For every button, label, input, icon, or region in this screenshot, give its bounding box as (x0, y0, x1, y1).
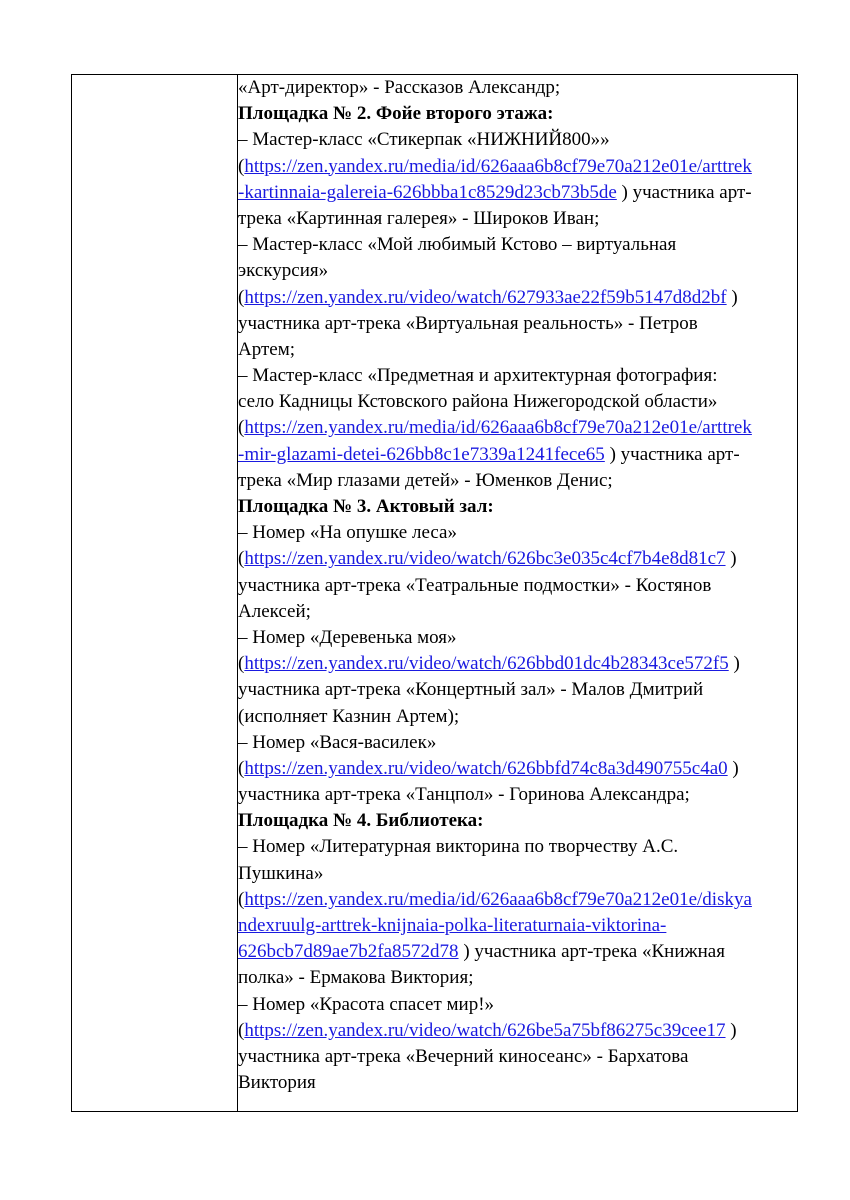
line-text: ( (238, 653, 245, 675)
hyperlink[interactable]: https://zen.yandex.ru/media/id/626aaa6b8cf79e70a212e01e/diskya (244, 888, 752, 910)
text-line: – Номер «Деревенька моя» (238, 626, 457, 648)
section-heading: Площадка № 3. Актовый зал: (238, 496, 494, 517)
hyperlink[interactable]: -kartinnaia-galereia-626bbba1c8529d23cb73b5de (238, 181, 617, 203)
link-line (238, 887, 797, 913)
link-line (238, 756, 797, 782)
link-line (238, 1018, 797, 1044)
section-heading: Площадка № 4. Библиотека: (238, 810, 484, 832)
line-text: ) (728, 653, 740, 675)
text-line: – Мастер-класс «Мой любимый Кстово – виртуальная (238, 234, 677, 256)
hyperlink[interactable]: https://zen.yandex.ru/video/watch/627933ae22f59b5147d8d2bf (244, 286, 727, 308)
text-line: участника арт-трека «Танцпол» - Горинова Александра; (238, 784, 690, 806)
table-row (72, 75, 798, 1112)
line-text: ) (727, 757, 739, 779)
link-line (238, 939, 797, 965)
link-line (238, 651, 797, 677)
hyperlink[interactable]: 626bcb7d89ae7b2fa8572d78 (238, 941, 459, 963)
text-line: участника арт-трека «Вечерний киносеанс» - Бархатова (238, 1045, 689, 1067)
line-text: ) (725, 1019, 737, 1041)
text-line: Артем; (238, 338, 296, 360)
text-line: – Номер «Вася-василек» (238, 731, 437, 753)
left-column-cell (72, 75, 238, 1112)
text-line: Алексей; (238, 600, 311, 622)
text-line: трека «Картинная галерея» - Широков Иван; (238, 207, 600, 229)
text-line: село Кадницы Кстовского района Нижегородской области» (238, 391, 718, 413)
hyperlink[interactable]: https://zen.yandex.ru/media/id/626aaa6b8cf79e70a212e01e/arttrek (244, 155, 752, 177)
hyperlink[interactable]: https://zen.yandex.ru/media/id/626aaa6b8cf79e70a212e01e/arttrek (244, 417, 752, 439)
link-line (238, 442, 797, 468)
line-text: ( (238, 888, 245, 910)
line-text: ( (238, 1019, 245, 1041)
link-line (238, 546, 797, 572)
text-line: – Номер «На опушке леса» (238, 522, 457, 544)
line-text: ( (238, 417, 245, 439)
text-line: Пушкина» (238, 862, 324, 884)
text-line: – Номер «Красота спасет мир!» (238, 993, 495, 1015)
line-text: ( (238, 286, 245, 308)
link-line (238, 415, 797, 441)
hyperlink[interactable]: -mir-glazami-detei-626bb8c1e7339a1241fece65 (238, 443, 605, 465)
hyperlink[interactable]: https://zen.yandex.ru/video/watch/626be5a75bf86275c39cee17 (244, 1019, 726, 1041)
link-line (238, 285, 797, 311)
link-line (238, 154, 797, 180)
section-heading: Площадка № 2. Фойе второго этажа: (238, 103, 554, 125)
text-line: трека «Мир глазами детей» - Юменков Денис; (238, 469, 613, 491)
line-text: ) участника арт- (616, 181, 752, 203)
text-line: – Мастер-класс «Предметная и архитектурная фотография: (238, 365, 718, 387)
hyperlink[interactable]: https://zen.yandex.ru/video/watch/626bc3e035c4cf7b4e8d81c7 (244, 548, 726, 570)
hyperlink[interactable]: https://zen.yandex.ru/video/watch/626bbd01dc4b28343ce572f5 (244, 653, 729, 675)
text-line: участника арт-трека «Театральные подмостки» - Костянов (238, 574, 712, 596)
text-line: – Номер «Литературная викторина по творчеству А.С. (238, 836, 679, 858)
line-text: ) участника арт-трека «Книжная (458, 941, 725, 963)
line-text: ) (725, 548, 737, 570)
cell-text (238, 75, 797, 1096)
line-text: ( (238, 548, 245, 570)
text-line: участника арт-трека «Виртуальная реальность» - Петров (238, 312, 698, 334)
line-text: ( (238, 757, 245, 779)
line-text: ) (726, 286, 738, 308)
right-column-cell (238, 75, 798, 1112)
hyperlink[interactable]: ndexruulg-arttrek-knijnaia-polka-literaturnaia-viktorina- (238, 915, 667, 936)
line-text: ( (238, 155, 245, 177)
hyperlink[interactable]: https://zen.yandex.ru/video/watch/626bbfd74c8a3d490755c4a0 (244, 757, 728, 779)
line-text: ) участника арт- (604, 443, 740, 465)
text-line: полка» - Ермакова Виктория; (238, 967, 474, 989)
link-line (238, 913, 797, 939)
text-line: (исполняет Казнин Артем); (238, 705, 460, 727)
text-line: участника арт-трека «Концертный зал» - Малов Дмитрий (238, 679, 704, 701)
text-line: экскурсия» (238, 260, 329, 282)
text-line: «Арт-директор» - Рассказов Александр; (238, 77, 561, 98)
link-line (238, 180, 797, 206)
content-table (71, 74, 798, 1112)
text-line: – Мастер-класс «Стикерпак «НИЖНИЙ800»» (238, 129, 610, 151)
text-line: Виктория (238, 1072, 316, 1094)
